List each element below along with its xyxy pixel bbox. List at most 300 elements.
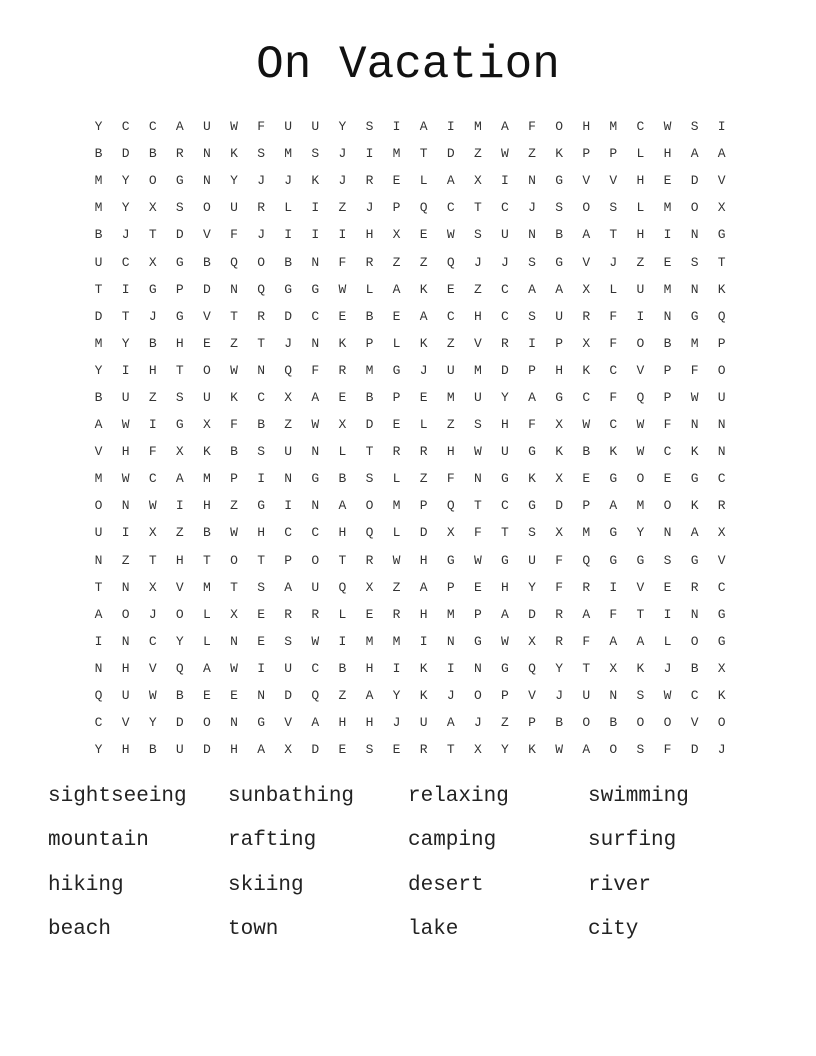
word-list-item: swimming (588, 785, 689, 808)
grid-letter: X (284, 742, 293, 758)
grid-letter: I (257, 660, 266, 676)
grid-letter: T (148, 227, 157, 243)
grid-letter: X (365, 579, 374, 595)
grid-letter: H (473, 308, 482, 324)
grid-letter: C (311, 308, 320, 324)
grid-letter: D (203, 281, 211, 297)
grid-letter: N (473, 471, 482, 487)
grid-letter: E (663, 579, 672, 595)
grid-letter: H (501, 579, 509, 595)
grid-letter: E (203, 688, 211, 704)
grid-letter: M (365, 362, 374, 378)
grid-letter: Y (392, 688, 401, 704)
grid-letter: H (121, 742, 130, 758)
grid-letter: V (121, 715, 130, 731)
grid-letter: C (148, 471, 157, 487)
grid-letter: R (365, 173, 374, 189)
grid-letter: Y (121, 335, 130, 351)
grid-letter: Z (121, 552, 130, 568)
grid-letter: U (203, 119, 211, 135)
grid-letter: N (311, 254, 320, 270)
grid-letter: P (609, 146, 618, 162)
grid-letter: A (690, 525, 699, 541)
grid-letter: R (365, 552, 374, 568)
grid-letter: X (528, 633, 536, 649)
grid-letter: I (121, 281, 130, 297)
grid-letter: E (338, 742, 347, 758)
grid-letter: X (338, 417, 347, 433)
grid-letter: X (609, 660, 618, 676)
word-list-item: beach (48, 917, 112, 941)
grid-letter: R (284, 606, 293, 622)
grid-letter: O (690, 633, 699, 649)
word-list-item: skiing (228, 873, 304, 897)
grid-letter: Z (446, 335, 455, 351)
grid-letter: M (446, 389, 455, 405)
grid-letter: A (636, 633, 645, 649)
grid-letter: E (257, 606, 266, 622)
grid-letter: H (419, 552, 428, 568)
grid-letter: W (230, 525, 238, 541)
grid-letter: I (419, 633, 428, 649)
grid-letter: K (311, 173, 320, 189)
grid-letter: G (717, 606, 726, 622)
grid-letter: G (555, 173, 564, 189)
grid-letter: B (365, 389, 374, 405)
grid-letter: P (717, 335, 726, 351)
grid-letter: I (94, 633, 103, 649)
grid-row (85, 628, 737, 655)
grid-letter: H (636, 227, 645, 243)
grid-letter: B (555, 715, 564, 731)
grid-letter: T (175, 362, 184, 378)
grid-letter: G (148, 281, 157, 297)
grid-letter: F (528, 417, 536, 433)
grid-letter: A (717, 146, 726, 162)
grid-letter: W (148, 688, 157, 704)
grid-letter: N (257, 362, 266, 378)
grid-letter: D (690, 173, 699, 189)
grid-letter: O (473, 688, 482, 704)
word-list-item: lake (408, 917, 459, 941)
grid-letter: O (203, 362, 211, 378)
grid-letter: N (717, 417, 726, 433)
grid-letter: V (582, 254, 591, 270)
grid-letter: E (663, 471, 672, 487)
grid-letter: E (663, 173, 672, 189)
grid-letter: T (609, 227, 618, 243)
word-list-item: hiking (48, 873, 124, 897)
grid-letter: H (230, 742, 238, 758)
grid-letter: P (392, 200, 401, 216)
grid-letter: F (338, 254, 347, 270)
grid-letter: I (392, 119, 401, 135)
grid-letter: C (690, 688, 699, 704)
grid-letter: B (555, 227, 564, 243)
grid-letter: J (555, 688, 564, 704)
grid-letter: Q (284, 362, 293, 378)
grid-letter: Z (473, 281, 482, 297)
grid-letter: J (446, 688, 455, 704)
grid-letter: Q (94, 688, 103, 704)
grid-letter: Y (121, 200, 130, 216)
grid-letter: D (555, 498, 564, 514)
grid-letter: S (284, 633, 293, 649)
word-list-item: sightseeing (48, 785, 187, 808)
grid-letter: P (230, 471, 238, 487)
grid-letter: H (663, 146, 672, 162)
grid-letter: N (121, 633, 130, 649)
grid-letter: C (284, 525, 293, 541)
grid-letter: S (365, 742, 374, 758)
word-list-item: river (588, 873, 652, 897)
grid-letter: H (338, 525, 347, 541)
grid-letter: N (121, 498, 130, 514)
grid-letter: E (365, 606, 374, 622)
grid-letter: H (419, 606, 428, 622)
grid-letter: W (230, 660, 238, 676)
grid-letter: M (636, 498, 645, 514)
grid-letter: Z (636, 254, 645, 270)
grid-letter: W (230, 362, 238, 378)
grid-letter: U (473, 389, 482, 405)
grid-letter: R (582, 308, 591, 324)
grid-letter: O (311, 552, 320, 568)
grid-letter: K (609, 444, 618, 460)
grid-letter: B (148, 742, 157, 758)
grid-letter: S (528, 525, 536, 541)
grid-letter: H (203, 498, 211, 514)
grid-letter: D (284, 308, 293, 324)
grid-letter: K (582, 362, 591, 378)
grid-letter: I (365, 146, 374, 162)
grid-letter: R (175, 146, 184, 162)
grid-letter: G (501, 660, 509, 676)
grid-letter: V (690, 715, 699, 731)
grid-letter: J (148, 308, 157, 324)
grid-letter: S (609, 200, 618, 216)
grid-letter: C (636, 119, 645, 135)
grid-letter: I (121, 525, 130, 541)
grid-letter: L (609, 281, 618, 297)
grid-letter: G (175, 173, 184, 189)
grid-letter: U (203, 389, 211, 405)
grid-letter: X (555, 525, 564, 541)
grid-letter: K (419, 688, 428, 704)
grid-letter: K (555, 146, 564, 162)
grid-letter: E (392, 742, 401, 758)
grid-row (85, 357, 737, 384)
grid-letter: G (257, 715, 266, 731)
grid-letter: T (636, 606, 645, 622)
grid-letter: R (257, 308, 266, 324)
grid-letter: J (365, 200, 374, 216)
grid-letter: I (175, 498, 184, 514)
grid-letter: D (446, 146, 455, 162)
grid-letter: I (663, 227, 672, 243)
grid-letter: H (148, 362, 157, 378)
grid-letter: I (121, 362, 130, 378)
grid-letter: V (284, 715, 293, 731)
grid-letter: O (555, 119, 564, 135)
grid-letter: A (257, 742, 266, 758)
grid-letter: L (203, 606, 211, 622)
grid-row (85, 330, 737, 357)
grid-letter: I (501, 173, 509, 189)
grid-letter: L (636, 146, 645, 162)
grid-letter: I (446, 119, 455, 135)
grid-letter: G (284, 281, 293, 297)
grid-letter: Z (446, 417, 455, 433)
grid-letter: R (690, 579, 699, 595)
grid-letter: E (338, 308, 347, 324)
grid-letter: F (311, 362, 320, 378)
grid-letter: W (636, 417, 645, 433)
grid-letter: C (501, 281, 509, 297)
grid-letter: N (690, 281, 699, 297)
grid-letter: W (121, 471, 130, 487)
grid-letter: B (94, 146, 103, 162)
grid-letter: H (501, 417, 509, 433)
word-list (48, 778, 768, 955)
grid-letter: W (473, 444, 482, 460)
grid-letter: M (284, 146, 293, 162)
grid-letter: N (94, 552, 103, 568)
grid-letter: W (121, 417, 130, 433)
grid-letter: C (121, 119, 130, 135)
grid-letter: A (446, 715, 455, 731)
grid-letter: N (473, 660, 482, 676)
grid-letter: F (528, 119, 536, 135)
grid-letter: N (663, 308, 672, 324)
grid-letter: O (717, 362, 726, 378)
grid-letter: C (501, 498, 509, 514)
grid-letter: M (609, 119, 618, 135)
grid-letter: Q (446, 498, 455, 514)
grid-letter: M (365, 633, 374, 649)
word-list-item: town (228, 917, 279, 941)
grid-letter: G (636, 552, 645, 568)
grid-letter: E (257, 633, 266, 649)
grid-letter: A (419, 579, 428, 595)
grid-letter: U (717, 389, 726, 405)
grid-letter: F (690, 362, 699, 378)
grid-letter: R (392, 444, 401, 460)
grid-letter: S (473, 227, 482, 243)
grid-letter: N (311, 335, 320, 351)
grid-letter: C (501, 200, 509, 216)
grid-letter: G (528, 498, 536, 514)
grid-letter: N (94, 660, 103, 676)
grid-letter: E (203, 335, 211, 351)
grid-letter: K (717, 281, 726, 297)
grid-letter: O (94, 498, 103, 514)
grid-letter: T (257, 335, 266, 351)
grid-letter: A (582, 742, 591, 758)
grid-letter: I (338, 227, 347, 243)
grid-letter: V (203, 227, 211, 243)
grid-letter: N (121, 579, 130, 595)
grid-letter: T (94, 281, 103, 297)
grid-letter: C (446, 200, 455, 216)
grid-letter: Y (501, 742, 509, 758)
grid-letter: X (717, 660, 726, 676)
grid-letter: A (311, 715, 320, 731)
grid-letter: A (338, 498, 347, 514)
grid-letter: V (94, 444, 103, 460)
grid-letter: N (311, 498, 320, 514)
grid-letter: J (284, 335, 293, 351)
grid-letter: C (94, 715, 103, 731)
grid-letter: R (555, 633, 564, 649)
grid-letter: S (175, 200, 184, 216)
grid-letter: E (230, 688, 238, 704)
word-list-item: surfing (588, 829, 677, 853)
grid-letter: K (555, 444, 564, 460)
grid-letter: U (528, 552, 536, 568)
grid-letter: J (257, 227, 266, 243)
grid-letter: T (94, 579, 103, 595)
grid-letter: D (284, 688, 293, 704)
grid-letter: E (419, 227, 428, 243)
grid-letter: C (148, 633, 157, 649)
grid-letter: U (582, 688, 591, 704)
grid-letter: P (284, 552, 293, 568)
grid-letter: E (663, 254, 672, 270)
grid-letter: W (582, 417, 591, 433)
grid-letter: T (365, 444, 374, 460)
grid-letter: I (609, 579, 618, 595)
grid-letter: T (582, 660, 591, 676)
grid-letter: H (446, 444, 455, 460)
grid-letter: V (636, 579, 645, 595)
grid-letter: Q (338, 579, 347, 595)
grid-letter: M (392, 498, 401, 514)
grid-letter: A (582, 606, 591, 622)
grid-letter: T (230, 579, 238, 595)
grid-letter: W (230, 119, 238, 135)
grid-letter: Z (392, 579, 401, 595)
grid-letter: M (94, 200, 103, 216)
grid-letter: P (446, 579, 455, 595)
grid-letter: G (175, 417, 184, 433)
grid-letter: J (501, 254, 509, 270)
grid-letter: F (609, 606, 618, 622)
grid-letter: Y (148, 715, 157, 731)
grid-letter: I (257, 471, 266, 487)
grid-letter: Q (717, 308, 726, 324)
grid-letter: U (284, 119, 293, 135)
grid-letter: R (717, 498, 726, 514)
grid-letter: K (338, 335, 347, 351)
grid-letter: C (717, 579, 726, 595)
word-list-item: mountain (48, 829, 149, 853)
grid-letter: F (446, 471, 455, 487)
grid-letter: Q (582, 552, 591, 568)
grid-letter: H (636, 173, 645, 189)
grid-letter: V (148, 660, 157, 676)
grid-row (85, 519, 737, 546)
grid-letter: A (392, 281, 401, 297)
grid-letter: M (663, 281, 672, 297)
grid-letter: I (148, 417, 157, 433)
grid-letter: X (717, 200, 726, 216)
grid-letter: W (663, 688, 672, 704)
grid-letter: S (365, 471, 374, 487)
grid-letter: P (175, 281, 184, 297)
grid-letter: N (446, 633, 455, 649)
grid-letter: D (175, 227, 184, 243)
grid-letter: E (446, 281, 455, 297)
grid-letter: W (148, 498, 157, 514)
word-list-item: city (588, 917, 639, 941)
grid-letter: G (501, 552, 509, 568)
grid-letter: A (419, 308, 428, 324)
grid-letter: G (257, 498, 266, 514)
grid-letter: R (257, 200, 266, 216)
grid-letter: S (636, 688, 645, 704)
grid-letter: Z (175, 525, 184, 541)
grid-letter: X (148, 579, 157, 595)
word-list-item: desert (408, 873, 484, 897)
grid-letter: O (609, 742, 618, 758)
grid-letter: N (230, 281, 238, 297)
grid-letter: J (257, 173, 266, 189)
grid-letter: P (555, 335, 564, 351)
grid-letter: G (501, 471, 509, 487)
grid-letter: V (717, 173, 726, 189)
grid-letter: I (446, 660, 455, 676)
grid-letter: W (392, 552, 401, 568)
grid-letter: L (203, 633, 211, 649)
grid-letter: P (582, 146, 591, 162)
grid-letter: O (582, 200, 591, 216)
word-list-item: rafting (228, 829, 317, 853)
grid-letter: A (203, 660, 211, 676)
grid-letter: Q (311, 688, 320, 704)
grid-letter: U (94, 525, 103, 541)
grid-letter: G (446, 552, 455, 568)
grid-letter: H (257, 525, 266, 541)
grid-letter: W (501, 146, 509, 162)
grid-letter: M (392, 146, 401, 162)
grid-letter: V (636, 362, 645, 378)
grid-letter: F (609, 389, 618, 405)
grid-letter: Z (473, 146, 482, 162)
grid-letter: S (365, 119, 374, 135)
grid-letter: C (717, 471, 726, 487)
grid-letter: Q (528, 660, 536, 676)
grid-letter: A (446, 173, 455, 189)
grid-letter: Y (555, 660, 564, 676)
grid-row (85, 384, 737, 411)
grid-letter: F (663, 742, 672, 758)
grid-letter: L (284, 200, 293, 216)
grid-letter: R (392, 606, 401, 622)
grid-letter: A (582, 227, 591, 243)
grid-letter: W (501, 633, 509, 649)
grid-letter: B (203, 525, 211, 541)
grid-letter: P (528, 715, 536, 731)
grid-letter: D (175, 715, 184, 731)
grid-letter: V (609, 173, 618, 189)
grid-letter: B (94, 227, 103, 243)
grid-letter: W (690, 389, 699, 405)
grid-letter: N (230, 715, 238, 731)
grid-letter: K (636, 660, 645, 676)
grid-letter: Q (365, 525, 374, 541)
grid-letter: G (555, 254, 564, 270)
